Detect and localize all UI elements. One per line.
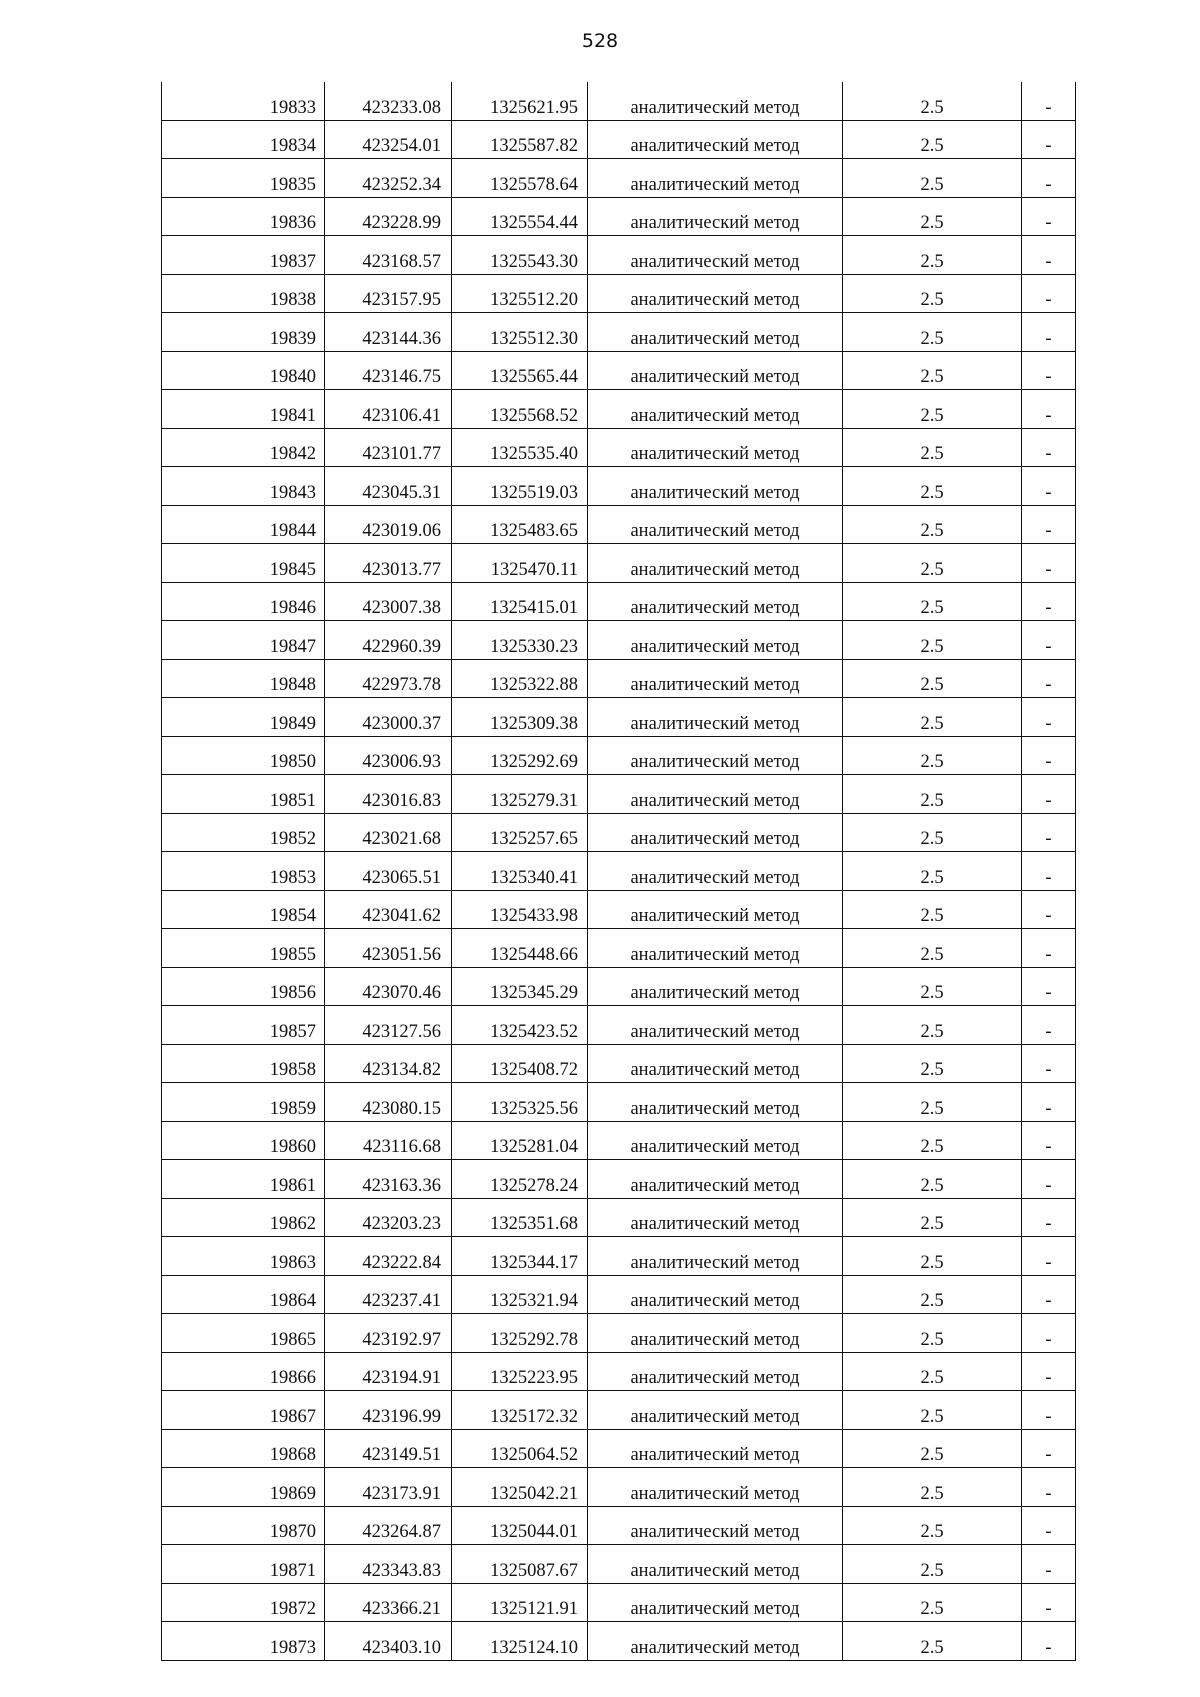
y-coordinate-cell: 1325344.17 bbox=[452, 1237, 588, 1276]
note-cell: - bbox=[1022, 351, 1076, 390]
method-cell: аналитический метод bbox=[588, 236, 843, 275]
table-row bbox=[162, 1391, 1076, 1430]
accuracy-cell: 2.5 bbox=[843, 1275, 1022, 1314]
accuracy-cell: 2.5 bbox=[843, 313, 1022, 352]
table-row bbox=[162, 659, 1076, 698]
y-coordinate-cell: 1325512.20 bbox=[452, 274, 588, 313]
y-coordinate-cell: 1325578.64 bbox=[452, 159, 588, 198]
accuracy-cell: 2.5 bbox=[843, 1391, 1022, 1430]
y-coordinate-cell: 1325543.30 bbox=[452, 236, 588, 275]
accuracy-cell: 2.5 bbox=[843, 1429, 1022, 1468]
x-coordinate-cell: 423196.99 bbox=[325, 1391, 452, 1430]
method-cell: аналитический метод bbox=[588, 659, 843, 698]
table-row bbox=[162, 159, 1076, 198]
note-cell: - bbox=[1022, 775, 1076, 814]
y-coordinate-cell: 1325433.98 bbox=[452, 890, 588, 929]
table-row bbox=[162, 1506, 1076, 1545]
table-row bbox=[162, 82, 1076, 120]
note-cell: - bbox=[1022, 390, 1076, 429]
table-row bbox=[162, 698, 1076, 737]
method-cell: аналитический метод bbox=[588, 736, 843, 775]
method-cell: аналитический метод bbox=[588, 197, 843, 236]
table-row bbox=[162, 890, 1076, 929]
x-coordinate-cell: 423157.95 bbox=[325, 274, 452, 313]
accuracy-cell: 2.5 bbox=[843, 505, 1022, 544]
x-coordinate-cell: 423254.01 bbox=[325, 120, 452, 159]
method-cell: аналитический метод bbox=[588, 120, 843, 159]
note-cell: - bbox=[1022, 82, 1076, 120]
y-coordinate-cell: 1325044.01 bbox=[452, 1506, 588, 1545]
accuracy-cell: 2.5 bbox=[843, 1506, 1022, 1545]
y-coordinate-cell: 1325568.52 bbox=[452, 390, 588, 429]
y-coordinate-cell: 1325554.44 bbox=[452, 197, 588, 236]
method-cell: аналитический метод bbox=[588, 1506, 843, 1545]
note-cell: - bbox=[1022, 467, 1076, 506]
x-coordinate-cell: 423173.91 bbox=[325, 1468, 452, 1507]
accuracy-cell: 2.5 bbox=[843, 890, 1022, 929]
y-coordinate-cell: 1325512.30 bbox=[452, 313, 588, 352]
point-number-cell: 19836 bbox=[162, 197, 325, 236]
y-coordinate-cell: 1325535.40 bbox=[452, 428, 588, 467]
point-number-cell: 19860 bbox=[162, 1121, 325, 1160]
y-coordinate-cell: 1325124.10 bbox=[452, 1622, 588, 1661]
y-coordinate-cell: 1325223.95 bbox=[452, 1352, 588, 1391]
note-cell: - bbox=[1022, 274, 1076, 313]
x-coordinate-cell: 423116.68 bbox=[325, 1121, 452, 1160]
x-coordinate-cell: 423237.41 bbox=[325, 1275, 452, 1314]
note-cell: - bbox=[1022, 197, 1076, 236]
x-coordinate-cell: 423013.77 bbox=[325, 544, 452, 583]
x-coordinate-cell: 423194.91 bbox=[325, 1352, 452, 1391]
note-cell: - bbox=[1022, 1006, 1076, 1045]
point-number-cell: 19862 bbox=[162, 1198, 325, 1237]
point-number-cell: 19855 bbox=[162, 929, 325, 968]
table-row bbox=[162, 1121, 1076, 1160]
y-coordinate-cell: 1325279.31 bbox=[452, 775, 588, 814]
method-cell: аналитический метод bbox=[588, 1044, 843, 1083]
y-coordinate-cell: 1325322.88 bbox=[452, 659, 588, 698]
method-cell: аналитический метод bbox=[588, 82, 843, 120]
point-number-cell: 19840 bbox=[162, 351, 325, 390]
point-number-cell: 19846 bbox=[162, 582, 325, 621]
x-coordinate-cell: 423016.83 bbox=[325, 775, 452, 814]
accuracy-cell: 2.5 bbox=[843, 736, 1022, 775]
accuracy-cell: 2.5 bbox=[843, 775, 1022, 814]
method-cell: аналитический метод bbox=[588, 698, 843, 737]
note-cell: - bbox=[1022, 1545, 1076, 1584]
note-cell: - bbox=[1022, 1506, 1076, 1545]
y-coordinate-cell: 1325470.11 bbox=[452, 544, 588, 583]
note-cell: - bbox=[1022, 1044, 1076, 1083]
table-row bbox=[162, 582, 1076, 621]
method-cell: аналитический метод bbox=[588, 505, 843, 544]
x-coordinate-cell: 423168.57 bbox=[325, 236, 452, 275]
point-number-cell: 19861 bbox=[162, 1160, 325, 1199]
accuracy-cell: 2.5 bbox=[843, 120, 1022, 159]
x-coordinate-cell: 423228.99 bbox=[325, 197, 452, 236]
point-number-cell: 19864 bbox=[162, 1275, 325, 1314]
note-cell: - bbox=[1022, 544, 1076, 583]
x-coordinate-cell: 422973.78 bbox=[325, 659, 452, 698]
point-number-cell: 19873 bbox=[162, 1622, 325, 1661]
x-coordinate-cell: 423019.06 bbox=[325, 505, 452, 544]
x-coordinate-cell: 423101.77 bbox=[325, 428, 452, 467]
table-row bbox=[162, 390, 1076, 429]
accuracy-cell: 2.5 bbox=[843, 1198, 1022, 1237]
point-number-cell: 19849 bbox=[162, 698, 325, 737]
method-cell: аналитический метод bbox=[588, 967, 843, 1006]
x-coordinate-cell: 423007.38 bbox=[325, 582, 452, 621]
note-cell: - bbox=[1022, 428, 1076, 467]
note-cell: - bbox=[1022, 582, 1076, 621]
method-cell: аналитический метод bbox=[588, 1160, 843, 1199]
point-number-cell: 19835 bbox=[162, 159, 325, 198]
point-number-cell: 19848 bbox=[162, 659, 325, 698]
note-cell: - bbox=[1022, 1160, 1076, 1199]
method-cell: аналитический метод bbox=[588, 1083, 843, 1122]
note-cell: - bbox=[1022, 967, 1076, 1006]
x-coordinate-cell: 423343.83 bbox=[325, 1545, 452, 1584]
table-row bbox=[162, 1314, 1076, 1353]
note-cell: - bbox=[1022, 1198, 1076, 1237]
method-cell: аналитический метод bbox=[588, 1622, 843, 1661]
x-coordinate-cell: 423134.82 bbox=[325, 1044, 452, 1083]
point-number-cell: 19845 bbox=[162, 544, 325, 583]
method-cell: аналитический метод bbox=[588, 1198, 843, 1237]
accuracy-cell: 2.5 bbox=[843, 1314, 1022, 1353]
point-number-cell: 19837 bbox=[162, 236, 325, 275]
table-row bbox=[162, 120, 1076, 159]
y-coordinate-cell: 1325321.94 bbox=[452, 1275, 588, 1314]
point-number-cell: 19834 bbox=[162, 120, 325, 159]
accuracy-cell: 2.5 bbox=[843, 390, 1022, 429]
point-number-cell: 19863 bbox=[162, 1237, 325, 1276]
note-cell: - bbox=[1022, 1121, 1076, 1160]
y-coordinate-cell: 1325621.95 bbox=[452, 82, 588, 120]
note-cell: - bbox=[1022, 659, 1076, 698]
accuracy-cell: 2.5 bbox=[843, 274, 1022, 313]
x-coordinate-cell: 423203.23 bbox=[325, 1198, 452, 1237]
point-number-cell: 19869 bbox=[162, 1468, 325, 1507]
point-number-cell: 19841 bbox=[162, 390, 325, 429]
point-number-cell: 19842 bbox=[162, 428, 325, 467]
y-coordinate-cell: 1325172.32 bbox=[452, 1391, 588, 1430]
table-row bbox=[162, 505, 1076, 544]
table-row bbox=[162, 1583, 1076, 1622]
accuracy-cell: 2.5 bbox=[843, 929, 1022, 968]
x-coordinate-cell: 423146.75 bbox=[325, 351, 452, 390]
accuracy-cell: 2.5 bbox=[843, 467, 1022, 506]
method-cell: аналитический метод bbox=[588, 1352, 843, 1391]
note-cell: - bbox=[1022, 1314, 1076, 1353]
accuracy-cell: 2.5 bbox=[843, 351, 1022, 390]
method-cell: аналитический метод bbox=[588, 1429, 843, 1468]
x-coordinate-cell: 423366.21 bbox=[325, 1583, 452, 1622]
note-cell: - bbox=[1022, 236, 1076, 275]
accuracy-cell: 2.5 bbox=[843, 236, 1022, 275]
accuracy-cell: 2.5 bbox=[843, 544, 1022, 583]
table-row bbox=[162, 1083, 1076, 1122]
method-cell: аналитический метод bbox=[588, 313, 843, 352]
point-number-cell: 19851 bbox=[162, 775, 325, 814]
table-row bbox=[162, 1160, 1076, 1199]
x-coordinate-cell: 423264.87 bbox=[325, 1506, 452, 1545]
table-row bbox=[162, 852, 1076, 891]
method-cell: аналитический метод bbox=[588, 467, 843, 506]
table-row bbox=[162, 274, 1076, 313]
table-row bbox=[162, 1622, 1076, 1661]
point-number-cell: 19866 bbox=[162, 1352, 325, 1391]
y-coordinate-cell: 1325325.56 bbox=[452, 1083, 588, 1122]
accuracy-cell: 2.5 bbox=[843, 659, 1022, 698]
method-cell: аналитический метод bbox=[588, 582, 843, 621]
accuracy-cell: 2.5 bbox=[843, 1121, 1022, 1160]
accuracy-cell: 2.5 bbox=[843, 428, 1022, 467]
method-cell: аналитический метод bbox=[588, 351, 843, 390]
method-cell: аналитический метод bbox=[588, 852, 843, 891]
method-cell: аналитический метод bbox=[588, 1237, 843, 1276]
point-number-cell: 19847 bbox=[162, 621, 325, 660]
y-coordinate-cell: 1325292.69 bbox=[452, 736, 588, 775]
y-coordinate-cell: 1325519.03 bbox=[452, 467, 588, 506]
y-coordinate-cell: 1325281.04 bbox=[452, 1121, 588, 1160]
point-number-cell: 19870 bbox=[162, 1506, 325, 1545]
table-row bbox=[162, 775, 1076, 814]
y-coordinate-cell: 1325408.72 bbox=[452, 1044, 588, 1083]
y-coordinate-cell: 1325448.66 bbox=[452, 929, 588, 968]
point-number-cell: 19867 bbox=[162, 1391, 325, 1430]
table-row bbox=[162, 929, 1076, 968]
point-number-cell: 19844 bbox=[162, 505, 325, 544]
accuracy-cell: 2.5 bbox=[843, 852, 1022, 891]
method-cell: аналитический метод bbox=[588, 1275, 843, 1314]
point-number-cell: 19853 bbox=[162, 852, 325, 891]
note-cell: - bbox=[1022, 1468, 1076, 1507]
y-coordinate-cell: 1325330.23 bbox=[452, 621, 588, 660]
accuracy-cell: 2.5 bbox=[843, 1006, 1022, 1045]
note-cell: - bbox=[1022, 1391, 1076, 1430]
point-number-cell: 19838 bbox=[162, 274, 325, 313]
table-row bbox=[162, 967, 1076, 1006]
x-coordinate-cell: 423252.34 bbox=[325, 159, 452, 198]
method-cell: аналитический метод bbox=[588, 1314, 843, 1353]
y-coordinate-cell: 1325483.65 bbox=[452, 505, 588, 544]
y-coordinate-cell: 1325278.24 bbox=[452, 1160, 588, 1199]
x-coordinate-cell: 423163.36 bbox=[325, 1160, 452, 1199]
x-coordinate-cell: 423144.36 bbox=[325, 313, 452, 352]
coordinates-table bbox=[161, 82, 1076, 1661]
method-cell: аналитический метод bbox=[588, 274, 843, 313]
accuracy-cell: 2.5 bbox=[843, 967, 1022, 1006]
x-coordinate-cell: 423192.97 bbox=[325, 1314, 452, 1353]
point-number-cell: 19854 bbox=[162, 890, 325, 929]
accuracy-cell: 2.5 bbox=[843, 1083, 1022, 1122]
accuracy-cell: 2.5 bbox=[843, 159, 1022, 198]
y-coordinate-cell: 1325309.38 bbox=[452, 698, 588, 737]
method-cell: аналитический метод bbox=[588, 1006, 843, 1045]
method-cell: аналитический метод bbox=[588, 1121, 843, 1160]
x-coordinate-cell: 423233.08 bbox=[325, 82, 452, 120]
method-cell: аналитический метод bbox=[588, 1545, 843, 1584]
table-row bbox=[162, 1044, 1076, 1083]
table-row bbox=[162, 1237, 1076, 1276]
point-number-cell: 19850 bbox=[162, 736, 325, 775]
method-cell: аналитический метод bbox=[588, 159, 843, 198]
method-cell: аналитический метод bbox=[588, 1583, 843, 1622]
x-coordinate-cell: 423021.68 bbox=[325, 813, 452, 852]
accuracy-cell: 2.5 bbox=[843, 698, 1022, 737]
method-cell: аналитический метод bbox=[588, 929, 843, 968]
table-row bbox=[162, 1468, 1076, 1507]
note-cell: - bbox=[1022, 1083, 1076, 1122]
page-number: 528 bbox=[581, 30, 619, 52]
note-cell: - bbox=[1022, 1352, 1076, 1391]
method-cell: аналитический метод bbox=[588, 621, 843, 660]
table-row bbox=[162, 351, 1076, 390]
x-coordinate-cell: 423149.51 bbox=[325, 1429, 452, 1468]
y-coordinate-cell: 1325415.01 bbox=[452, 582, 588, 621]
point-number-cell: 19839 bbox=[162, 313, 325, 352]
x-coordinate-cell: 423403.10 bbox=[325, 1622, 452, 1661]
accuracy-cell: 2.5 bbox=[843, 1237, 1022, 1276]
point-number-cell: 19859 bbox=[162, 1083, 325, 1122]
note-cell: - bbox=[1022, 1237, 1076, 1276]
table-row bbox=[162, 467, 1076, 506]
note-cell: - bbox=[1022, 313, 1076, 352]
note-cell: - bbox=[1022, 1429, 1076, 1468]
method-cell: аналитический метод bbox=[588, 428, 843, 467]
y-coordinate-cell: 1325351.68 bbox=[452, 1198, 588, 1237]
table-row bbox=[162, 1429, 1076, 1468]
note-cell: - bbox=[1022, 813, 1076, 852]
point-number-cell: 19858 bbox=[162, 1044, 325, 1083]
accuracy-cell: 2.5 bbox=[843, 1468, 1022, 1507]
x-coordinate-cell: 423070.46 bbox=[325, 967, 452, 1006]
y-coordinate-cell: 1325087.67 bbox=[452, 1545, 588, 1584]
y-coordinate-cell: 1325064.52 bbox=[452, 1429, 588, 1468]
table-row bbox=[162, 736, 1076, 775]
table-row bbox=[162, 1006, 1076, 1045]
table-row bbox=[162, 1545, 1076, 1584]
note-cell: - bbox=[1022, 1275, 1076, 1314]
point-number-cell: 19868 bbox=[162, 1429, 325, 1468]
note-cell: - bbox=[1022, 120, 1076, 159]
x-coordinate-cell: 423006.93 bbox=[325, 736, 452, 775]
note-cell: - bbox=[1022, 159, 1076, 198]
note-cell: - bbox=[1022, 621, 1076, 660]
x-coordinate-cell: 423041.62 bbox=[325, 890, 452, 929]
accuracy-cell: 2.5 bbox=[843, 1352, 1022, 1391]
y-coordinate-cell: 1325340.41 bbox=[452, 852, 588, 891]
y-coordinate-cell: 1325042.21 bbox=[452, 1468, 588, 1507]
accuracy-cell: 2.5 bbox=[843, 1545, 1022, 1584]
table-row bbox=[162, 236, 1076, 275]
table-row bbox=[162, 313, 1076, 352]
method-cell: аналитический метод bbox=[588, 544, 843, 583]
note-cell: - bbox=[1022, 890, 1076, 929]
y-coordinate-cell: 1325121.91 bbox=[452, 1583, 588, 1622]
x-coordinate-cell: 423127.56 bbox=[325, 1006, 452, 1045]
method-cell: аналитический метод bbox=[588, 1468, 843, 1507]
accuracy-cell: 2.5 bbox=[843, 621, 1022, 660]
y-coordinate-cell: 1325345.29 bbox=[452, 967, 588, 1006]
point-number-cell: 19872 bbox=[162, 1583, 325, 1622]
note-cell: - bbox=[1022, 698, 1076, 737]
point-number-cell: 19843 bbox=[162, 467, 325, 506]
method-cell: аналитический метод bbox=[588, 890, 843, 929]
y-coordinate-cell: 1325292.78 bbox=[452, 1314, 588, 1353]
note-cell: - bbox=[1022, 736, 1076, 775]
point-number-cell: 19852 bbox=[162, 813, 325, 852]
note-cell: - bbox=[1022, 929, 1076, 968]
note-cell: - bbox=[1022, 852, 1076, 891]
x-coordinate-cell: 423106.41 bbox=[325, 390, 452, 429]
accuracy-cell: 2.5 bbox=[843, 1044, 1022, 1083]
x-coordinate-cell: 423080.15 bbox=[325, 1083, 452, 1122]
point-number-cell: 19865 bbox=[162, 1314, 325, 1353]
accuracy-cell: 2.5 bbox=[843, 82, 1022, 120]
table-body bbox=[162, 82, 1076, 1660]
point-number-cell: 19857 bbox=[162, 1006, 325, 1045]
x-coordinate-cell: 423065.51 bbox=[325, 852, 452, 891]
accuracy-cell: 2.5 bbox=[843, 197, 1022, 236]
note-cell: - bbox=[1022, 505, 1076, 544]
table-row bbox=[162, 197, 1076, 236]
table-row bbox=[162, 428, 1076, 467]
table-row bbox=[162, 1352, 1076, 1391]
x-coordinate-cell: 423045.31 bbox=[325, 467, 452, 506]
point-number-cell: 19856 bbox=[162, 967, 325, 1006]
point-number-cell: 19833 bbox=[162, 82, 325, 120]
x-coordinate-cell: 423000.37 bbox=[325, 698, 452, 737]
method-cell: аналитический метод bbox=[588, 390, 843, 429]
point-number-cell: 19871 bbox=[162, 1545, 325, 1584]
x-coordinate-cell: 423222.84 bbox=[325, 1237, 452, 1276]
accuracy-cell: 2.5 bbox=[843, 1583, 1022, 1622]
method-cell: аналитический метод bbox=[588, 813, 843, 852]
accuracy-cell: 2.5 bbox=[843, 1160, 1022, 1199]
note-cell: - bbox=[1022, 1622, 1076, 1661]
x-coordinate-cell: 423051.56 bbox=[325, 929, 452, 968]
y-coordinate-cell: 1325587.82 bbox=[452, 120, 588, 159]
accuracy-cell: 2.5 bbox=[843, 582, 1022, 621]
note-cell: - bbox=[1022, 1583, 1076, 1622]
accuracy-cell: 2.5 bbox=[843, 813, 1022, 852]
y-coordinate-cell: 1325565.44 bbox=[452, 351, 588, 390]
table-row bbox=[162, 621, 1076, 660]
y-coordinate-cell: 1325257.65 bbox=[452, 813, 588, 852]
table-row bbox=[162, 1275, 1076, 1314]
y-coordinate-cell: 1325423.52 bbox=[452, 1006, 588, 1045]
method-cell: аналитический метод bbox=[588, 1391, 843, 1430]
x-coordinate-cell: 422960.39 bbox=[325, 621, 452, 660]
accuracy-cell: 2.5 bbox=[843, 1622, 1022, 1661]
table-row bbox=[162, 813, 1076, 852]
table-row bbox=[162, 544, 1076, 583]
table-row bbox=[162, 1198, 1076, 1237]
method-cell: аналитический метод bbox=[588, 775, 843, 814]
